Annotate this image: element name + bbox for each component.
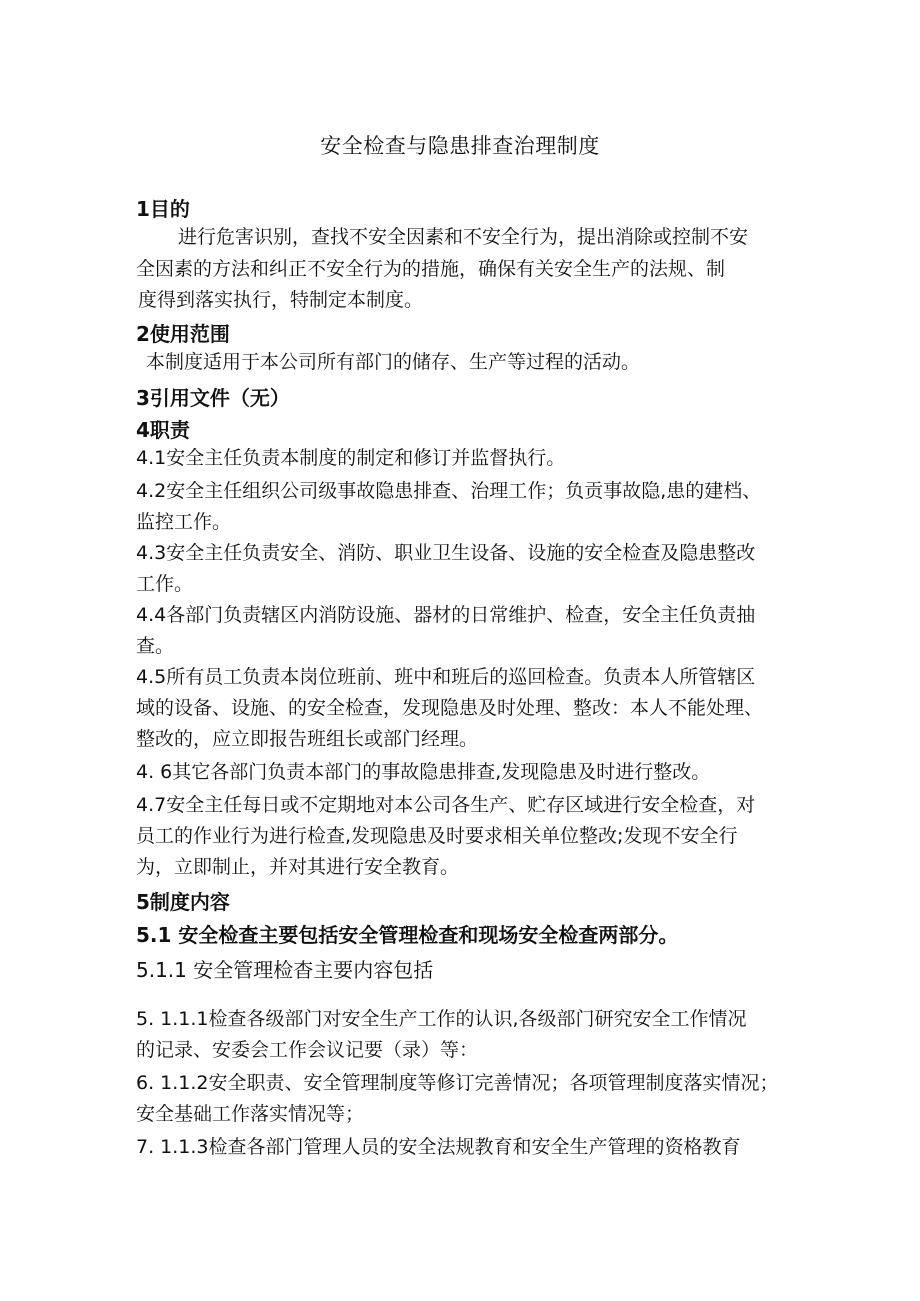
list-item: 员工的作业行为进行检查,发现隐患及时要求相关单位整改;发现不安全行 [136, 825, 738, 847]
list-item: 4. 6其它各部门负责本部门的事故隐患排查,发现隐患及时进行整改。 [136, 761, 711, 783]
paragraph-line: 进行危害识别，查找不安全因素和不安全行为，提出消除或控制不安 [178, 226, 749, 248]
section-5-heading: 5制度内容 [136, 890, 230, 914]
list-item: 4.7安全主任每日或不定期地对本公司各生产、贮存区域进行安全检查，对 [136, 794, 756, 816]
section-4-heading: 4职责 [136, 418, 190, 442]
paragraph-line: 度得到落实执行，特制定本制度。 [138, 289, 424, 311]
section-3-heading: 3引用文件（无） [136, 386, 290, 410]
list-item: 监控工作。 [136, 511, 232, 533]
list-item: 域的设备、设施、的安全检查，发现隐患及时处理、整改：本人不能处理、 [136, 697, 764, 719]
list-item: 为，立即制止，并对其进行安全教育。 [136, 856, 460, 878]
list-item: 6. 1.1.2安全职责、安全管理制度等修订完善情况；各项管理制度落实情况； [136, 1072, 779, 1094]
list-item: 4.2安全主任组织公司级事故隐患排查、治理工作；负贡事故隐,患的建档、 [136, 480, 762, 502]
list-item: 7. 1.1.3检查各部门管理人员的安全法规教育和安全生产管理的资格教育 [136, 1136, 741, 1158]
list-item: 安全基础工作落实情况等； [136, 1103, 365, 1125]
page-title: 安全检查与隐患排查治理制度 [320, 134, 600, 158]
section-1-heading: 1目的 [136, 197, 190, 221]
list-item: 查。 [136, 635, 175, 657]
subsection-5-1-heading: 5.1 安全检查主要包括安全管理检查和现场安全检查两部分。 [136, 923, 679, 947]
list-item: 4.1安全主任负责本制度的制定和修订并监督执行。 [136, 447, 566, 469]
list-item: 4.5所有员工负责本岗位班前、班中和班后的巡回检查。负责本人所管辖区 [136, 666, 756, 688]
paragraph-line: 本制度适用于本公司所有部门的储存、生产等过程的活动。 [146, 351, 641, 373]
list-item: 整改的，应立即报告班组长或部门经理。 [136, 728, 479, 750]
list-item: 4.4各部门负责辖区内消防设施、器材的日常维护、检查，安全主任负责抽 [136, 604, 756, 626]
paragraph-line: 全因素的方法和纠正不安全行为的措施，确保有关安全生产的法规、制 [136, 258, 726, 280]
list-item: 4.3安全主任负责安全、消防、职业卫生设备、设施的安全检查及隐患整改 [136, 542, 756, 564]
section-2-heading: 2使用范围 [136, 322, 230, 346]
list-item: 的记录、安委会工作会议记要（录）等： [136, 1039, 479, 1061]
list-item: 5. 1.1.1检查各级部门对安全生产工作的认识,各级部门研究安全工作情况 [136, 1008, 747, 1030]
list-item: 工作。 [136, 573, 194, 595]
subsection-5-1-1-heading: 5.1.1 安全管理检杳主要内容包括 [136, 958, 434, 982]
